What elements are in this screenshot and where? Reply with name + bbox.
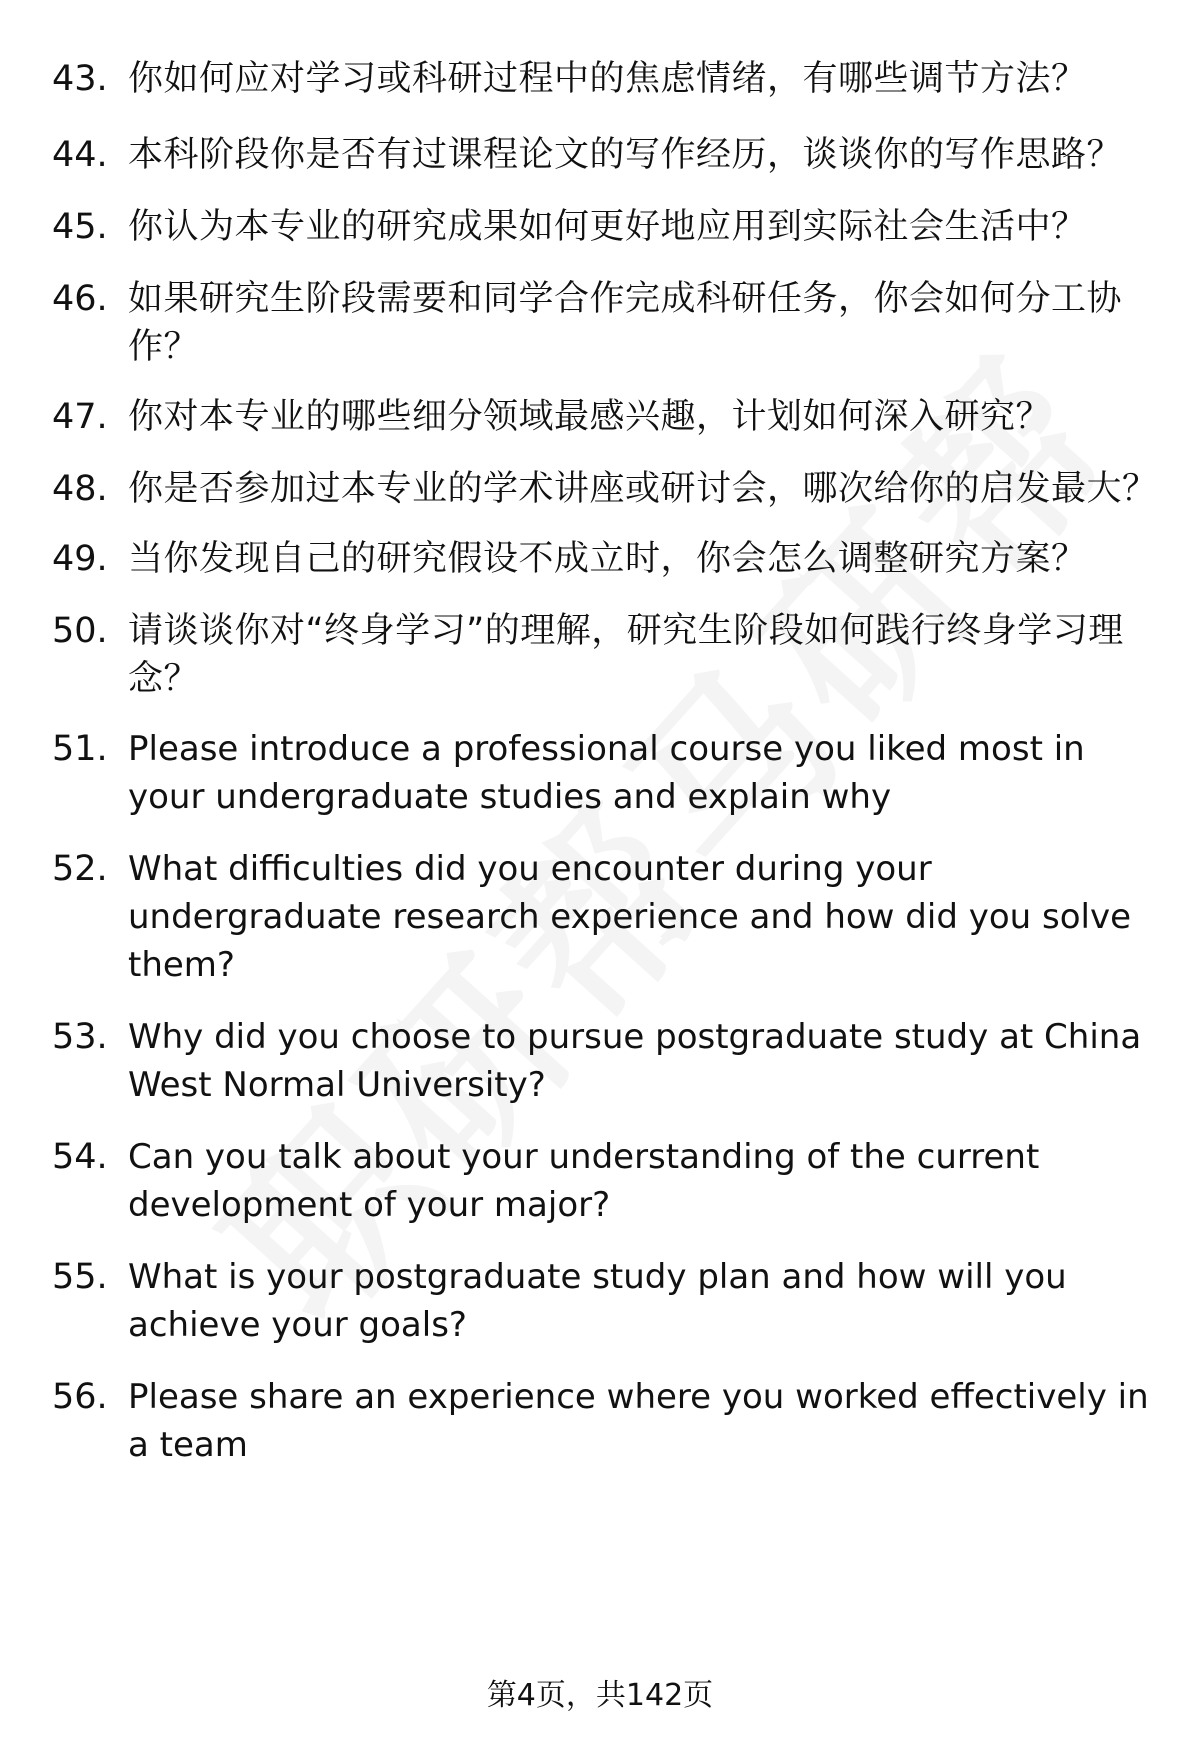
list-item (52, 131, 1162, 179)
question-number: 55. (52, 1257, 108, 1297)
question-text: 你如何应对学习或科研过程中的焦虑情绪，有哪些调节方法？ (128, 59, 1087, 99)
question-text: 请谈谈你对“终身学习”的理解，研究生阶段如何践行终身学习理念？ (128, 611, 1124, 699)
question-text: Please introduce a professional course you liked most in your undergraduate studies and explain why (128, 729, 1085, 817)
list-item (52, 55, 1162, 103)
question-number: 54. (52, 1137, 108, 1177)
question-number: 52. (52, 849, 108, 889)
list-item (52, 1253, 1162, 1349)
question-text: Why did you choose to pursue postgraduate study at China West Normal University? (128, 1017, 1142, 1105)
question-text: 你是否参加过本专业的学术讲座或研讨会，哪次给你的启发最大？ (128, 469, 1158, 509)
question-text: 当你发现自己的研究假设不成立时，你会怎么调整研究方案？ (128, 539, 1087, 579)
question-number: 46. (52, 279, 108, 319)
question-text: Can you talk about your understanding of the current development of your major? (128, 1137, 1040, 1225)
question-number: 48. (52, 469, 108, 509)
list-item (52, 203, 1162, 251)
question-text: 如果研究生阶段需要和同学合作完成科研任务，你会如何分工协作？ (128, 279, 1123, 367)
list-item (52, 845, 1162, 989)
question-number: 47. (52, 397, 108, 437)
list-item (52, 1013, 1162, 1109)
list-item (52, 1133, 1162, 1229)
question-list (52, 55, 1162, 1469)
list-item (52, 465, 1162, 513)
question-text: 你认为本专业的研究成果如何更好地应用到实际社会生活中？ (128, 207, 1087, 247)
list-item (52, 725, 1162, 821)
question-text: What is your postgraduate study plan and how will you achieve your goals? (128, 1257, 1067, 1345)
question-text: What difficulties did you encounter during your undergraduate research experience and how did you solve them? (128, 849, 1131, 985)
question-number: 51. (52, 729, 108, 769)
list-item (52, 393, 1162, 441)
question-number: 44. (52, 135, 108, 175)
question-number: 43. (52, 59, 108, 99)
list-item (52, 1373, 1162, 1469)
question-number: 56. (52, 1377, 108, 1417)
question-text: 你对本专业的哪些细分领域最感兴趣，计划如何深入研究？ (128, 397, 1052, 437)
page-footer: 第4页，共142页 (486, 1678, 714, 1713)
list-item (52, 535, 1162, 583)
question-text: 本科阶段你是否有过课程论文的写作经历，谈谈你的写作思路？ (128, 135, 1123, 175)
question-number: 49. (52, 539, 108, 579)
list-item (52, 275, 1162, 371)
question-text: Please share an experience where you worked effectively in a team (128, 1377, 1149, 1465)
question-number: 45. (52, 207, 108, 247)
question-number: 53. (52, 1017, 108, 1057)
list-item (52, 607, 1162, 703)
question-number: 50. (52, 611, 108, 651)
